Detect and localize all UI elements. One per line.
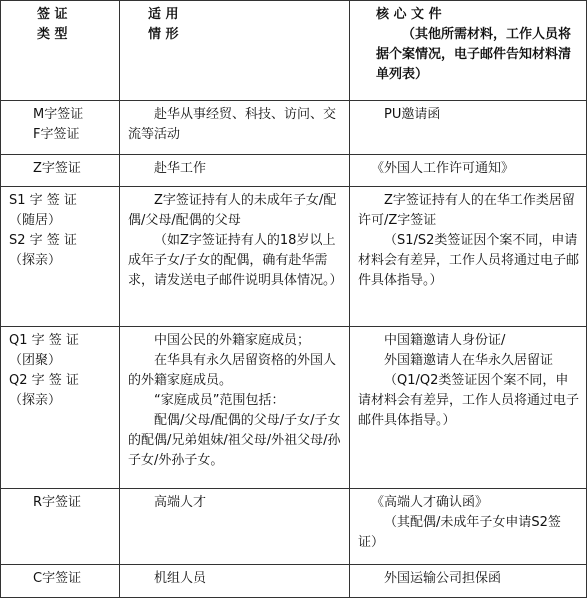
documents-text: 《外国人工作许可通知》 <box>371 161 515 176</box>
documents-text: （Q1/Q2类签证因个案不同，申请材料会有差异，工作人员将通过电子邮件具体指导。） <box>358 373 580 428</box>
documents-cell <box>350 327 587 488</box>
visa-type-text: （随居） <box>9 213 62 228</box>
visa-type-cell <box>0 489 120 564</box>
situation-text: “家庭成员”范围包括： <box>154 393 285 408</box>
visa-type-text: S1 字 签 证 <box>9 193 77 208</box>
situation-cell <box>120 489 350 564</box>
situation-cell <box>120 327 350 488</box>
visa-type-text: F字签证 <box>33 127 80 142</box>
documents-cell <box>350 101 587 154</box>
table-row-mf <box>0 100 587 154</box>
situation-text: 在华具有永久居留资格的外国人的外籍家庭成员。 <box>128 353 337 388</box>
header-documents-note: （其他所需材料，工作人员将据个案情况，电子邮件告知材料清单列表） <box>376 27 572 82</box>
visa-type-text: C字签证 <box>33 571 82 586</box>
situation-text: 中国公民的外籍家庭成员； <box>154 333 311 348</box>
visa-type-text: Z字签证 <box>33 161 81 176</box>
visa-type-cell <box>0 565 120 597</box>
documents-text: 中国籍邀请人身份证/ <box>384 333 506 348</box>
table-row-c <box>0 564 587 598</box>
header-documents-title: 核 心 文 件 <box>376 7 442 22</box>
documents-text: PU邀请函 <box>384 107 441 122</box>
situation-text: 赴华工作 <box>154 161 207 176</box>
table-row-r <box>0 488 587 564</box>
header-situation <box>120 1 350 100</box>
visa-type-text: R字签证 <box>33 495 82 510</box>
visa-type-text: Q1 字 签 证 <box>9 333 79 348</box>
header-visa-type <box>0 1 120 100</box>
documents-cell <box>350 155 587 186</box>
table-row-s <box>0 186 587 326</box>
visa-type-text: （团聚） <box>9 353 62 368</box>
situation-text: 配偶/父母/配偶的父母/子女/子女的配偶/兄弟姐妹/祖父母/外祖父母/孙子女/外孙子女。 <box>128 413 341 468</box>
visa-type-text: （探亲） <box>9 253 62 268</box>
visa-type-cell <box>0 155 120 186</box>
situation-cell <box>120 155 350 186</box>
visa-type-text: S2 字 签 证 <box>9 233 77 248</box>
visa-type-text: M字签证 <box>33 107 84 122</box>
documents-cell <box>350 565 587 597</box>
situation-text: 机组人员 <box>154 571 207 586</box>
situation-text: 赴华从事经贸、科技、访问、交流等活动 <box>128 107 337 142</box>
visa-type-cell <box>0 187 120 326</box>
visa-type-text: （探亲） <box>9 393 62 408</box>
table-row-q <box>0 326 587 488</box>
documents-cell <box>350 489 587 564</box>
situation-text: Z字签证持有人的未成年子女/配偶/父母/配偶的父母 <box>128 193 337 228</box>
documents-text: 《高端人才确认函》 <box>371 495 489 510</box>
table-row-z <box>0 154 587 186</box>
header-visa-type-line: 类 型 <box>37 27 68 42</box>
documents-text: 外国运输公司担保函 <box>384 571 502 586</box>
situation-cell <box>120 565 350 597</box>
header-visa-type-line: 签 证 <box>37 7 68 22</box>
documents-text: （其配偶/未成年子女申请S2签证） <box>358 515 561 550</box>
header-situation-line: 适 用 <box>148 7 179 22</box>
documents-text: 外国籍邀请人在华永久居留证 <box>384 353 554 368</box>
situation-text: （如Z字签证持有人的18岁以上成年子女/子女的配偶，确有赴华需求，请发送电子邮件说明具体情况。） <box>128 233 343 288</box>
situation-cell <box>120 101 350 154</box>
documents-text: （S1/S2类签证因个案不同，申请材料会有差异，工作人员将通过电子邮件具体指导。） <box>358 233 580 288</box>
documents-text: Z字签证持有人的在华工作类居留许可/Z字签证 <box>358 193 575 228</box>
situation-cell <box>120 187 350 326</box>
table-header-row <box>0 0 587 100</box>
documents-cell <box>350 187 587 326</box>
visa-type-cell <box>0 101 120 154</box>
visa-type-text: Q2 字 签 证 <box>9 373 79 388</box>
visa-type-cell <box>0 327 120 488</box>
header-situation-line: 情 形 <box>148 27 179 42</box>
situation-text: 高端人才 <box>154 495 207 510</box>
header-documents <box>350 1 587 100</box>
